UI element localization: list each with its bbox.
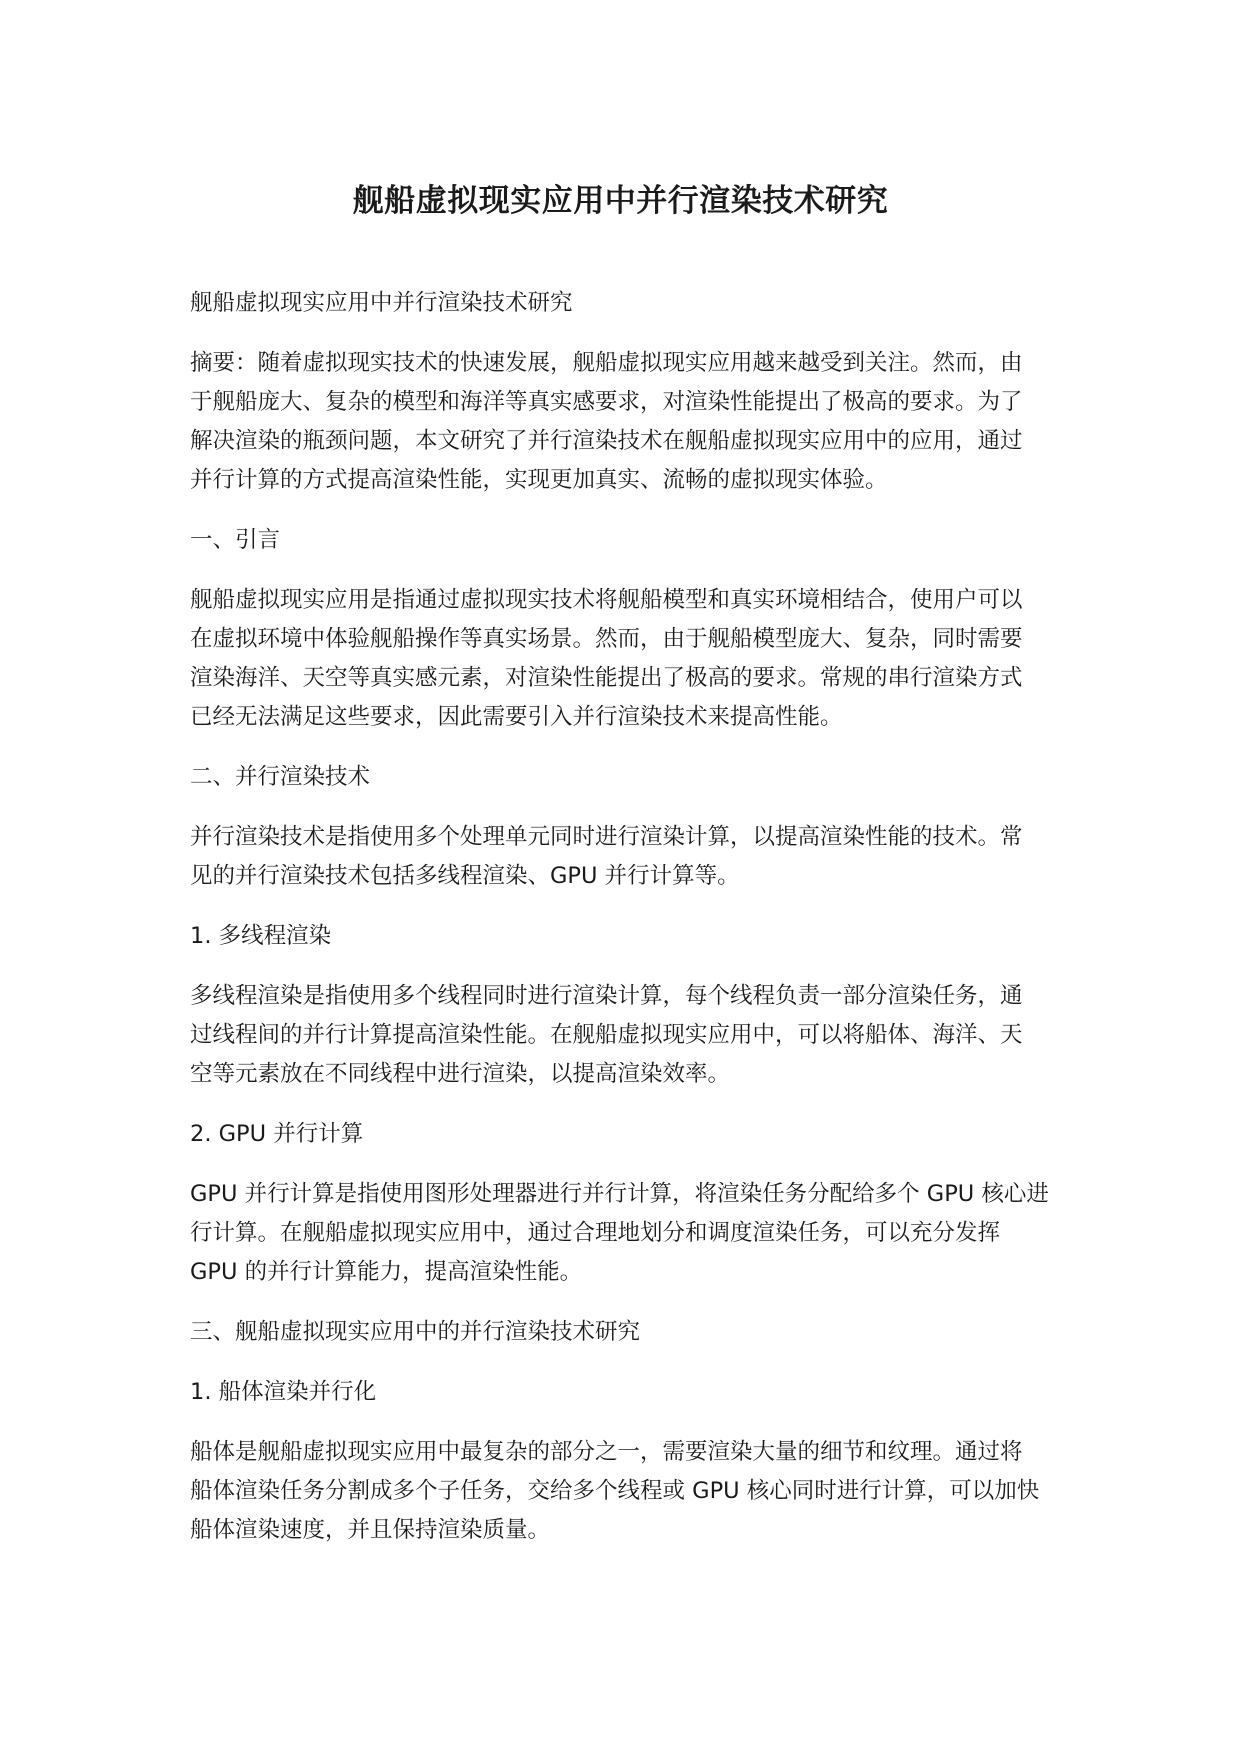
paragraph-sec3-1-body: [190, 1433, 1060, 1550]
text-line: 渲染海洋、天空等真实感元素，对渲染性能提出了极高的要求。常规的串行渲染方式: [190, 665, 1023, 691]
text-line: 2. GPU 并行计算: [190, 1121, 364, 1147]
text-line: 1. 船体渲染并行化: [190, 1379, 377, 1405]
paragraph-sec1-body: [190, 581, 1060, 737]
text-line: 多线程渲染是指使用多个线程同时进行渲染计算，每个线程负责一部分渲染任务，通: [190, 983, 1023, 1009]
text-line: 二、并行渲染技术: [190, 764, 371, 790]
text-line: 并行计算的方式提高渲染性能，实现更加真实、流畅的虚拟现实体验。: [190, 467, 888, 493]
text-line: 船体是舰船虚拟现实应用中最复杂的部分之一，需要渲染大量的细节和纹理。通过将: [190, 1439, 1023, 1465]
paragraph-sec2-2-body: [190, 1175, 1060, 1292]
text-line: 行计算。在舰船虚拟现实应用中，通过合理地划分和调度渲染任务，可以充分发挥: [190, 1220, 1001, 1246]
paragraph-sec2-body: [190, 818, 1060, 896]
text-line: 1. 多线程渲染: [190, 923, 332, 949]
text-line: 见的并行渲染技术包括多线程渲染、GPU 并行计算等。: [190, 863, 740, 889]
section-heading-sec2-2: [190, 1115, 1060, 1154]
text-line: 船体渲染任务分割成多个子任务，交给多个线程或 GPU 核心同时进行计算，可以加快: [190, 1478, 1040, 1504]
text-line: 过线程间的并行计算提高渲染性能。在舰船虚拟现实应用中，可以将船体、海洋、天: [190, 1022, 1023, 1048]
document-title: 舰船虚拟现实应用中并行渲染技术研究: [352, 183, 889, 219]
text-line: 三、舰船虚拟现实应用中的并行渲染技术研究: [190, 1319, 641, 1345]
section-heading-sec3-1: [190, 1373, 1060, 1412]
paragraph-abstract: [190, 344, 1060, 500]
section-heading-subtitle: [190, 284, 1060, 323]
text-line: 并行渲染技术是指使用多个处理单元同时进行渲染计算，以提高渲染性能的技术。常: [190, 824, 1023, 850]
text-line: 在虚拟环境中体验舰船操作等真实场景。然而，由于舰船模型庞大、复杂，同时需要: [190, 626, 1023, 652]
text-line: 舰船虚拟现实应用是指通过虚拟现实技术将舰船模型和真实环境相结合，使用户可以: [190, 587, 1023, 613]
text-line: 于舰船庞大、复杂的模型和海洋等真实感要求，对渲染性能提出了极高的要求。为了: [190, 389, 1023, 415]
section-heading-sec3: [190, 1313, 1060, 1352]
text-line: 摘要：随着虚拟现实技术的快速发展，舰船虚拟现实应用越来越受到关注。然而，由: [190, 350, 1023, 376]
text-line: 舰船虚拟现实应用中并行渲染技术研究: [190, 290, 573, 316]
text-line: 一、引言: [190, 527, 281, 553]
text-line: 解决渲染的瓶颈问题，本文研究了并行渲染技术在舰船虚拟现实应用中的应用，通过: [190, 428, 1023, 454]
document-body: [190, 284, 1060, 1571]
section-heading-sec2: [190, 758, 1060, 797]
section-heading-sec2-1: [190, 917, 1060, 956]
text-line: GPU 的并行计算能力，提高渲染性能。: [190, 1259, 583, 1285]
text-line: GPU 并行计算是指使用图形处理器进行并行计算，将渲染任务分配给多个 GPU 核心进: [190, 1181, 1049, 1207]
text-line: 空等元素放在不同线程中进行渲染，以提高渲染效率。: [190, 1061, 731, 1087]
section-heading-sec1: [190, 521, 1060, 560]
text-line: 已经无法满足这些要求，因此需要引入并行渲染技术来提高性能。: [190, 704, 843, 730]
text-line: 船体渲染速度，并且保持渲染质量。: [190, 1517, 551, 1543]
paragraph-sec2-1-body: [190, 977, 1060, 1094]
